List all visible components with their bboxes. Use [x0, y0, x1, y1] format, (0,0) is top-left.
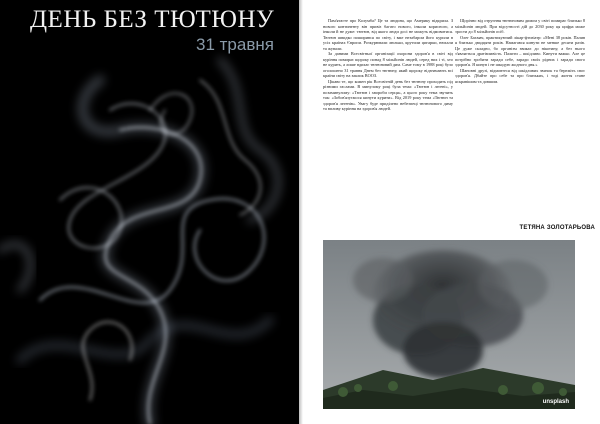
article-column-2	[455, 18, 585, 84]
page-headline: ДЕНЬ БЕЗ ТЮТЮНУ	[30, 6, 275, 33]
article-paragraph: Щорічно від отруєння тютюновим димом у світі помирає близько 8 мільйонів людей. При відсутності дій до 2030 року ця цифра може зрости до 8 мільйонів осіб.	[455, 18, 585, 34]
article-paragraph: Цікаво те, що кожен рік Всесвітній день без тютюну проходить під різними гаслами. В минулому році була тема: «Тютюн і легені», у позаминулому: «Тютюн і хвороби серця», а цього року тема звучить так: «Зобов'язуємося кинути курити». Від 2019 року тема «Тютюн та здоров'я легенів». Увагу буде приділено небезпеці тютюнового диму та впливу куріння на здоров'я людей.	[323, 78, 453, 111]
article-paragraph: Шановні друзі, відмовтеся від шкідливих звичок та бережіть своє здоров'я. Дбайте про себе та про близьких, і тоді життя стане яскравішим та довшим.	[455, 67, 585, 84]
article-paragraph: Олег Бахмач, практикуючий лікар-фтизіатр: «Мені 38 років. Палив я близько двадцяти років. Намагався кинути не менше десяти разів. Це дуже складно, бо організм звикає до нікотину, а без нього з'являється дратівливість. Палити – шкідливо. Кинути важко. Але це потрібно зробити заради себе, заради своїх рідних і заради свого здоров'я. Я кинув і не шкодую жодного дня.»	[455, 34, 585, 67]
volcano-eruption-photo	[323, 240, 575, 409]
page-subhead-date: 31 травня	[196, 35, 274, 54]
volcano-illustration	[323, 240, 575, 409]
left-page-smoke-photo	[0, 0, 299, 424]
article-author: ТЕТЯНА ЗОЛОТАРЬОВА	[519, 225, 595, 231]
photo-credit: unsplash	[542, 399, 569, 405]
article-paragraph: Пам'ятаєте про Колумба? Це та людина, що Америку відкрила. З нового континенту він привіз багато нового, інколи корисного, а інколи й не дуже: тютюн, від якого люди досі не можуть відмовитися. Тютюн швидко поширився по світу, і вже незабаром його курили в усіх країнах Європи. Розкурювали люльки, крутили цигарки, нюхали та жували.	[323, 18, 453, 51]
article-column-1	[323, 18, 453, 112]
article-paragraph: За даними Всесвітньої організації охорони здоров'я в світі від куріння помирає щороку понад 8 мільйонів людей, серед них і ті, хто не курить, а лише вдихає тютюновий дим. Саме тому в 1988 році було оголошено 31 травня Днем без тютюну, який щороку відзначають всі країни світу на заклик ВООЗ.	[323, 51, 453, 78]
smoke-illustration	[0, 0, 299, 424]
